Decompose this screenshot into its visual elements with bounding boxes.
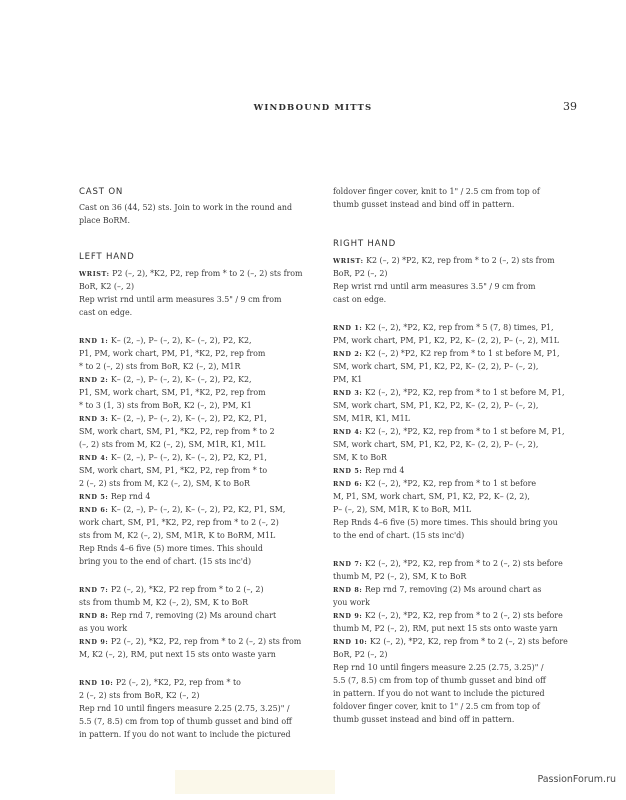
instruction-line <box>79 295 281 305</box>
instruction-line <box>333 401 538 411</box>
instruction-line <box>79 375 252 385</box>
instruction-text: K2 (–, 2), *P2, K2, rep from * to 1 st before M, P1, <box>364 427 565 436</box>
instruction-text: K2 (–, 2) *P2, K2, rep from * to 2 (–, 2) sts from <box>366 256 555 265</box>
instruction-line <box>79 624 127 634</box>
footer-band <box>175 770 335 794</box>
instruction-line <box>79 414 267 424</box>
instruction-text: K– (2, –), P– (–, 2), K– (–, 2), P2, K2, P1, <box>110 414 267 423</box>
instruction-text: sts from M, K2 (–, 2), SM, M1R, K to BoRM, M1L <box>79 531 276 540</box>
round-label: RND 2: <box>333 350 363 358</box>
instruction-line <box>79 388 266 398</box>
instruction-text: Rep Rnds 4–6 five (5) more times. This should bring you <box>333 518 558 527</box>
instruction-text: K2 (–, 2), *P2, K2, rep from * to 1 st before <box>364 479 537 488</box>
round-label: RND 10: <box>333 638 368 646</box>
instruction-line <box>79 453 267 463</box>
page-header-title: WINDBOUND MITTS <box>253 103 373 113</box>
round-label: RND 7: <box>333 560 363 568</box>
instruction-text: SM, work chart, SM, P1, K2, P2, K– (2, 2), P– (–, 2), <box>333 362 539 371</box>
section-heading: RIGHT HAND <box>333 239 396 249</box>
instruction-line <box>333 492 530 502</box>
instruction-line <box>79 557 251 567</box>
instruction-line <box>79 466 267 476</box>
instruction-line <box>79 362 240 372</box>
instruction-text: as you work <box>79 624 128 633</box>
instruction-text: SM, K to BoR <box>333 453 387 462</box>
instruction-text: SM, M1R, K1, M1L <box>333 414 410 423</box>
round-label: RND 3: <box>79 415 109 423</box>
instruction-text: Rep wrist rnd until arm measures 3.5" / 9 cm from <box>79 295 282 304</box>
instruction-line <box>79 282 134 292</box>
instruction-text: K– (2, –), P– (–, 2), K– (–, 2), P2, K2, <box>110 375 252 384</box>
instruction-line <box>79 531 275 541</box>
page-number: 39 <box>563 100 577 113</box>
instruction-text: thumb M, P2 (–, 2), SM, K to BoR <box>333 572 467 581</box>
instruction-line <box>333 466 404 476</box>
instruction-text: foldover finger cover, knit to 1" / 2.5 cm from top of <box>333 702 540 711</box>
instruction-text: to the end of chart. (15 sts inc'd) <box>333 531 465 540</box>
instruction-line <box>333 479 536 489</box>
instruction-line <box>79 336 252 346</box>
instruction-line <box>79 479 250 489</box>
instruction-text: in pattern. If you do not want to include the pictured <box>333 689 545 698</box>
instruction-text: thumb M, P2 (–, 2), RM, put next 15 sts onto waste yarn <box>333 624 558 633</box>
instruction-text: K2 (–, 2), *P2, K2, rep from * to 2 (–, 2) sts before <box>369 637 568 646</box>
instruction-line <box>79 611 276 621</box>
instruction-line <box>333 282 535 292</box>
instruction-line <box>79 678 241 688</box>
instruction-line <box>79 518 279 528</box>
instruction-line <box>79 585 264 595</box>
instruction-text: work chart, SM, P1, *K2, P2, rep from * to 2 (–, 2) <box>79 518 279 527</box>
instruction-line <box>79 216 130 226</box>
instruction-line <box>79 427 275 437</box>
instruction-line <box>333 295 386 305</box>
round-label: RND 4: <box>79 454 109 462</box>
instruction-text: foldover finger cover, knit to 1" / 2.5 cm from top of <box>333 187 540 196</box>
instruction-line <box>333 349 559 359</box>
instruction-text: 2 (–, 2) sts from M, K2 (–, 2), SM, K to BoR <box>79 479 250 488</box>
round-label: RND 1: <box>79 337 109 345</box>
instruction-text: P2 (–, 2), *K2, P2 rep from * to 2 (–, 2) <box>110 585 264 594</box>
instruction-text: K2 (–, 2), *P2, K2, rep from * to 2 (–, 2) sts before <box>364 611 563 620</box>
instruction-line <box>333 388 565 398</box>
instruction-line <box>333 689 545 699</box>
instruction-line <box>79 544 263 554</box>
instruction-text: sts from thumb M, K2 (–, 2), SM, K to BoR <box>79 598 249 607</box>
section-heading: LEFT HAND <box>79 252 135 262</box>
instruction-line <box>333 269 387 279</box>
instruction-text: (–, 2) sts from M, K2 (–, 2), SM, M1R, K1, M1L <box>79 440 266 449</box>
instruction-text: K2 (–, 2), *P2, K2, rep from * to 2 (–, 2) sts before <box>364 559 563 568</box>
instruction-line <box>79 704 290 714</box>
instruction-line <box>333 414 410 424</box>
instruction-line <box>79 598 248 608</box>
instruction-text: place BoRM. <box>79 216 130 225</box>
instruction-text: M, P1, SM, work chart, SM, P1, K2, P2, K– (2, 2), <box>333 492 530 501</box>
instruction-text: thumb gusset instead and bind off in pattern. <box>333 200 515 209</box>
instruction-text: Rep rnd 4 <box>110 492 151 501</box>
instruction-line <box>333 187 540 197</box>
round-label: RND 3: <box>333 389 363 397</box>
instruction-text: Rep rnd 7, removing (2) Ms around chart <box>110 611 277 620</box>
instruction-line <box>333 453 387 463</box>
round-label: RND 5: <box>79 493 109 501</box>
instruction-text: BoR, K2 (–, 2) <box>79 282 135 291</box>
instruction-text: P2 (–, 2), *K2, P2, rep from * to 2 (–, 2) sts from <box>110 637 302 646</box>
watermark: PassionForum.ru <box>537 774 616 785</box>
instruction-line <box>79 505 285 515</box>
instruction-text: thumb gusset instead and bind off in pattern. <box>333 715 515 724</box>
instruction-line <box>333 624 558 634</box>
instruction-text: M, K2 (–, 2), RM, put next 15 sts onto waste yarn <box>79 650 276 659</box>
instruction-text: Rep Rnds 4–6 five (5) more times. This should <box>79 544 263 553</box>
instruction-line <box>79 401 252 411</box>
instruction-line <box>333 518 558 528</box>
instruction-line <box>333 427 565 437</box>
instruction-line <box>333 676 546 686</box>
instruction-text: cast on edge. <box>79 308 133 317</box>
section-heading: CAST ON <box>79 187 124 197</box>
instruction-text: Rep wrist rnd until arm measures 3.5" / 9 cm from <box>333 282 536 291</box>
instruction-text: K2 (–, 2), *P2, K2, rep from * to 1 st before M, P1, <box>364 388 565 397</box>
instruction-line <box>333 702 540 712</box>
round-label: WRIST: <box>333 257 364 265</box>
instruction-line <box>79 269 303 279</box>
instruction-text: PM, work chart, PM, P1, K2, P2, K– (2, 2), P– (–, 2), M1L <box>333 336 560 345</box>
instruction-line <box>333 572 466 582</box>
instruction-line <box>333 559 563 569</box>
instruction-line <box>333 505 471 515</box>
instruction-text: 2 (–, 2) sts from BoR, K2 (–, 2) <box>79 691 200 700</box>
instruction-line <box>333 715 514 725</box>
instruction-text: Rep rnd 7, removing (2) Ms around chart as <box>364 585 542 594</box>
round-label: RND 5: <box>333 467 363 475</box>
round-label: RND 8: <box>79 612 109 620</box>
instruction-line <box>333 362 538 372</box>
instruction-text: Rep rnd 4 <box>364 466 405 475</box>
instruction-line <box>333 440 538 450</box>
instruction-text: SM, work chart, SM, P1, K2, P2, K– (2, 2), P– (–, 2), <box>333 440 539 449</box>
round-label: RND 9: <box>333 612 363 620</box>
instruction-text: K– (2, –), P– (–, 2), K– (–, 2), P2, K2, P1, <box>110 453 267 462</box>
instruction-line <box>333 585 541 595</box>
instruction-text: P1, PM, work chart, PM, P1, *K2, P2, rep from <box>79 349 266 358</box>
instruction-line <box>333 663 544 673</box>
instruction-text: SM, work chart, SM, P1, K2, P2, K– (2, 2), P– (–, 2), <box>333 401 539 410</box>
instruction-line <box>79 691 199 701</box>
instruction-line <box>79 440 265 450</box>
round-label: RND 6: <box>79 506 109 514</box>
instruction-text: P– (–, 2), SM, M1R, K to BoR, M1L <box>333 505 472 514</box>
instruction-text: BoR, P2 (–, 2) <box>333 650 388 659</box>
instruction-text: K2 (–, 2), *P2, K2, rep from * 5 (7, 8) times, P1, <box>364 323 554 332</box>
instruction-text: K2 (–, 2) *P2, K2 rep from * to 1 st before M, P1, <box>364 349 560 358</box>
instruction-line <box>79 717 292 727</box>
instruction-text: SM, work chart, SM, P1, *K2, P2, rep from * to <box>79 466 268 475</box>
instruction-text: * to 3 (1, 3) sts from BoR, K2 (–, 2), PM, K1 <box>79 401 252 410</box>
round-label: RND 6: <box>333 480 363 488</box>
instruction-line <box>333 598 370 608</box>
instruction-text: P2 (–, 2), *K2, P2, rep from * to <box>115 678 241 687</box>
instruction-text: K– (2, –), P– (–, 2), K– (–, 2), P2, K2, P1, SM, <box>110 505 286 514</box>
instruction-line <box>333 637 568 647</box>
round-label: RND 8: <box>333 586 363 594</box>
round-label: RND 2: <box>79 376 109 384</box>
round-label: RND 10: <box>79 679 114 687</box>
instruction-line <box>333 256 555 266</box>
instruction-line <box>79 349 265 359</box>
instruction-line <box>333 650 387 660</box>
round-label: RND 9: <box>79 638 109 646</box>
instruction-text: Rep rnd 10 until fingers measure 2.25 (2.75, 3.25)" / <box>333 663 544 672</box>
instruction-text: PM, K1 <box>333 375 363 384</box>
instruction-text: * to 2 (–, 2) sts from BoR, K2 (–, 2), M1R <box>79 362 241 371</box>
round-label: RND 1: <box>333 324 363 332</box>
round-label: RND 4: <box>333 428 363 436</box>
instruction-line <box>79 203 292 213</box>
instruction-line <box>79 650 276 660</box>
instruction-line <box>79 492 150 502</box>
instruction-text: 5.5 (7, 8.5) cm from top of thumb gusset and bind off <box>79 717 292 726</box>
instruction-line <box>333 375 362 385</box>
instruction-line <box>333 531 464 541</box>
instruction-text: you work <box>333 598 370 607</box>
instruction-text: P1, SM, work chart, SM, P1, *K2, P2, rep from <box>79 388 266 397</box>
instruction-text: Rep rnd 10 until fingers measure 2.25 (2.75, 3.25)" / <box>79 704 290 713</box>
instruction-text: cast on edge. <box>333 295 387 304</box>
instruction-line <box>79 730 291 740</box>
round-label: WRIST: <box>79 270 110 278</box>
instruction-text: bring you to the end of chart. (15 sts inc'd) <box>79 557 252 566</box>
instruction-line <box>333 611 563 621</box>
instruction-line <box>333 200 514 210</box>
instruction-line <box>79 308 132 318</box>
instruction-line <box>333 323 554 333</box>
instruction-text: P2 (–, 2), *K2, P2, rep from * to 2 (–, 2) sts from <box>112 269 303 278</box>
instruction-line <box>79 637 301 647</box>
instruction-text: K– (2, –), P– (–, 2), K– (–, 2), P2, K2, <box>110 336 252 345</box>
instruction-text: in pattern. If you do not want to include the pictured <box>79 730 291 739</box>
instruction-text: 5.5 (7, 8.5) cm from top of thumb gusset and bind off <box>333 676 546 685</box>
instruction-text: BoR, P2 (–, 2) <box>333 269 388 278</box>
round-label: RND 7: <box>79 586 109 594</box>
instruction-line <box>333 336 559 346</box>
instruction-text: Cast on 36 (44, 52) sts. Join to work in the round and <box>79 203 293 212</box>
instruction-text: SM, work chart, SM, P1, *K2, P2, rep from * to 2 <box>79 427 275 436</box>
